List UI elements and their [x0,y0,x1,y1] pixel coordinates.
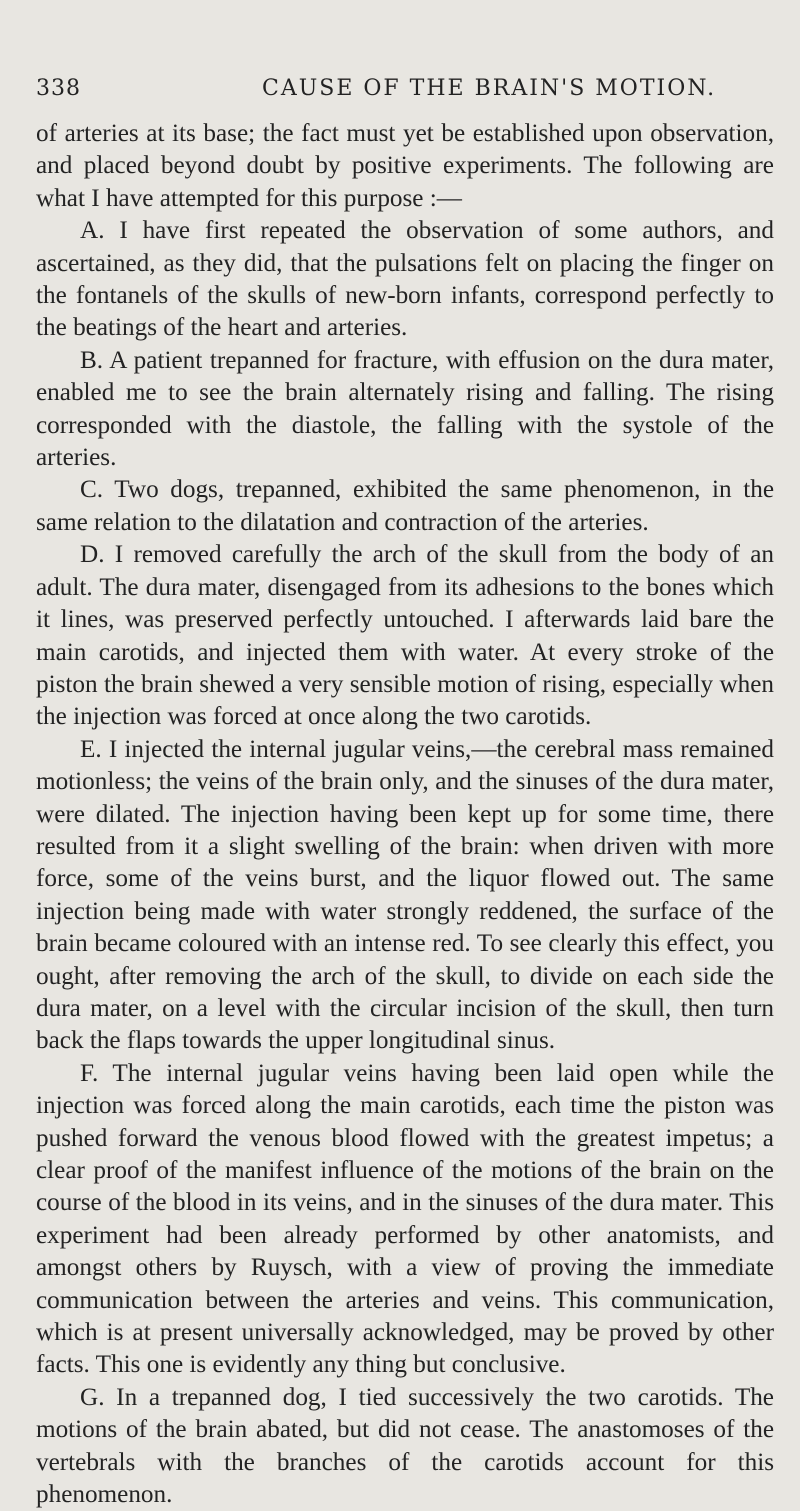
running-title: CAUSE OF THE BRAIN'S MOTION. [262,76,717,101]
paragraph-d: D. I removed carefully the arch of the skull from the body of an adult. The dura mater, disengaged from its adhesions to the bones which it lines, was preserved perfectly untouched. I afterwards laid bare the main carotids, and injected them with water. At every stroke of the piston the brain shewed a very sensible motion of rising, especially when the injection was forced at once along the two carotids. [36,541,774,731]
paragraph-f: F. The internal jugular veins having been laid open while the injection was forced along the main carotids, each time the piston was pushed forward the venous blood flowed with the greatest impetus; a clear proof of the manifest influence of the motions of the brain on the course of the blood in its veins, and in the sinuses of the dura mater. This experiment had been already performed by other anatomists, and amongst others by Ruysch, with a view of proving the immediate communication between the arteries and veins. This communication, which is at present universally acknowledged, may be proved by other facts. This one is evidently any thing but conclusive. [36,1059,774,1379]
paragraph-g: G. In a trepanned dog, I tied successively the two carotids. The motions of the brain abated, but did not cease. The anastomoses of the vertebrals with the branches of the carotids account for this phenomenon. [36,1383,774,1509]
body-text [36,118,774,1511]
paragraph-a: A. I have first repeated the observation of some authors, and ascertained, as they did, that the pulsations felt on placing the finger on the fontanels of the skulls of new-born infants, correspond perfectly to the beatings of the heart and arteries. [36,217,774,342]
paragraph-e: E. I injected the internal jugular veins,—the cerebral mass remained motionless; the veins of the brain only, and the sinuses of the dura mater, were dilated. The injection having been kept up for some time, there resulted from it a slight swelling of the brain: when driven with more force, some of the veins burst, and the liquor flowed out. The same injection being made with water strongly reddened, the surface of the brain became coloured with an intense red. To see clearly this effect, you ought, after removing the arch of the skull, to divide on each side the dura mater, on a level with the circular incision of the skull, then turn back the flaps towards the upper longitudinal sinus. [36,735,774,1055]
running-head [36,76,774,106]
paragraph-continuation: of arteries at its base; the fact must yet be established upon observation, and placed beyond doubt by positive experiments. The following are what I have attempted for this purpose :— [36,120,774,212]
page-number: 338 [36,76,81,101]
paragraph-b: B. A patient trepanned for fracture, with effusion on the dura mater, enabled me to see the brain alternately rising and falling. The rising corresponded with the diastole, the falling with the systole of the arteries. [36,346,774,472]
paragraph-c: C. Two dogs, trepanned, exhibited the same phenomenon, in the same relation to the dilatation and contraction of the arteries. [36,476,774,536]
